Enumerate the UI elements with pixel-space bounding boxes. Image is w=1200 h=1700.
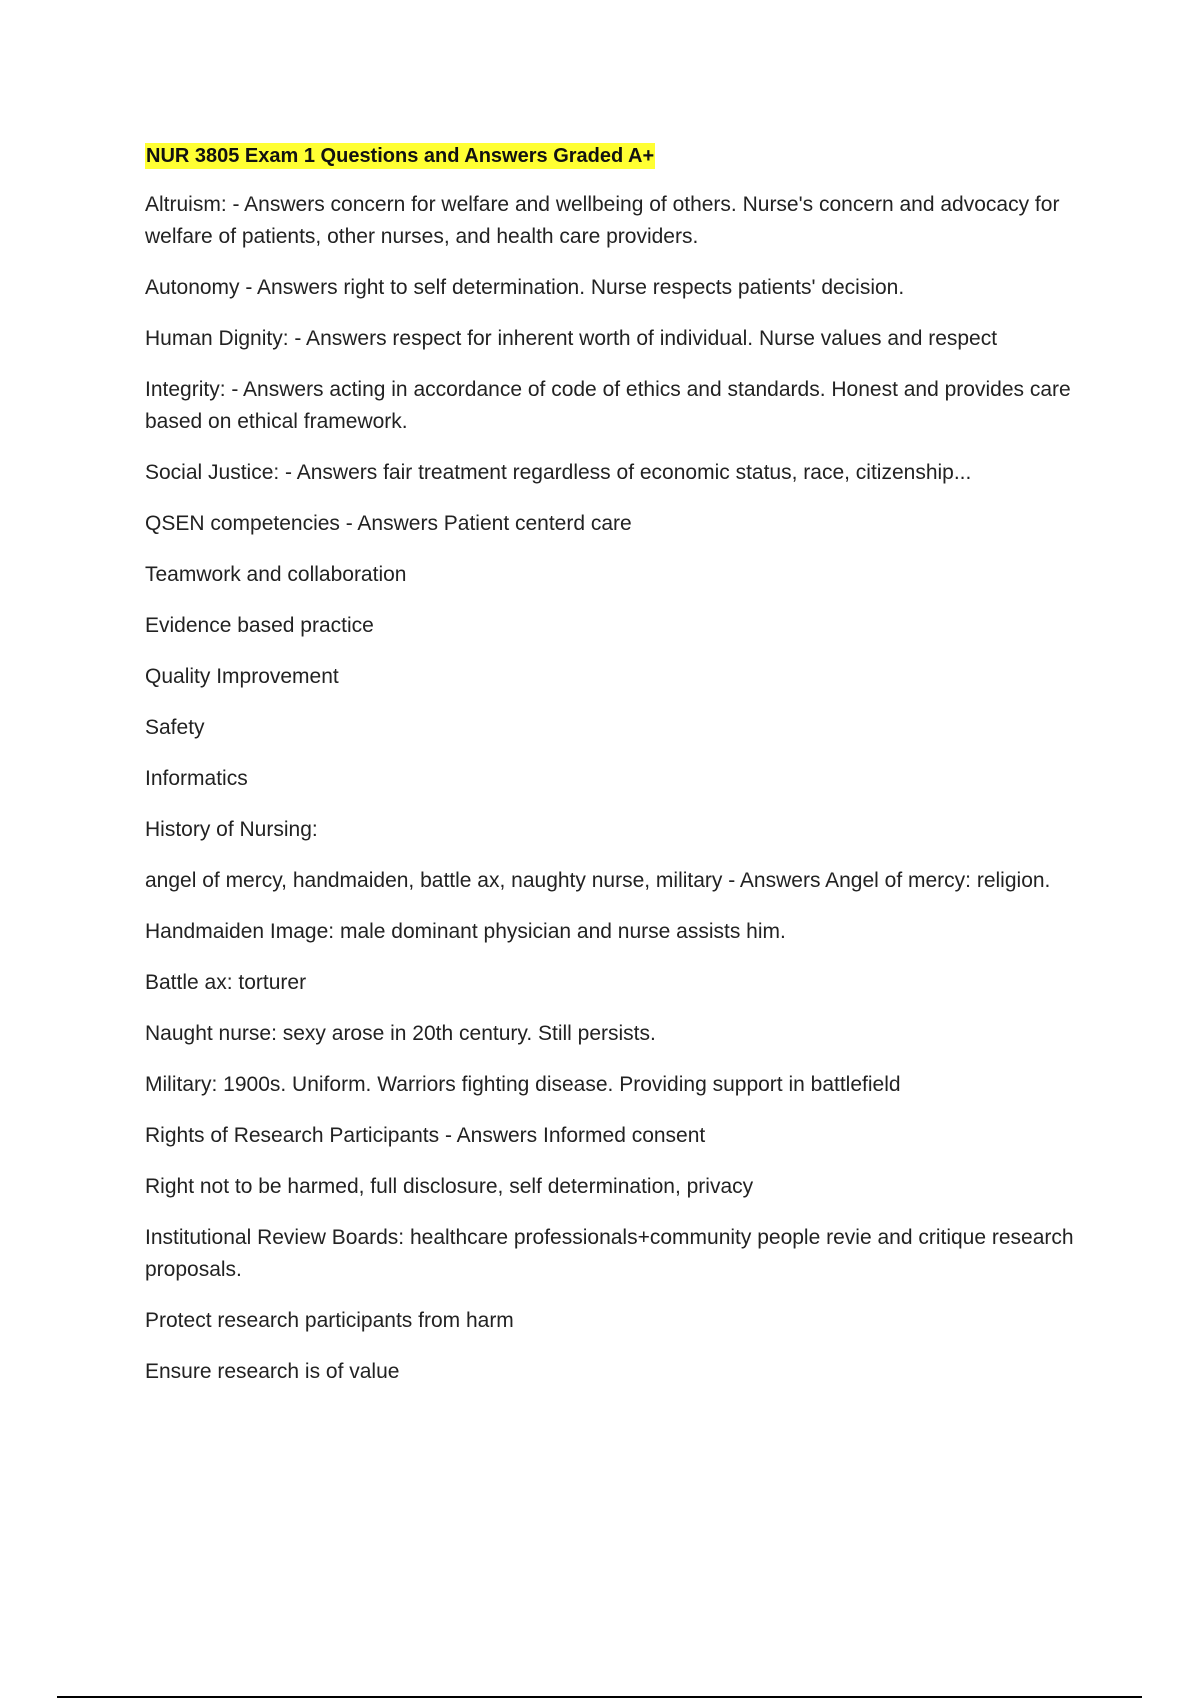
- paragraph-nurse-images: angel of mercy, handmaiden, battle ax, naughty nurse, military - Answers Angel of mercy: religion.: [145, 869, 1051, 892]
- paragraph-military: Military: 1900s. Uniform. Warriors fighting disease. Providing support in battlefield: [145, 1073, 901, 1096]
- paragraph-informatics: Informatics: [145, 767, 248, 790]
- page-bottom-rule: [57, 1696, 1142, 1698]
- paragraph-naughty-nurse: Naught nurse: sexy arose in 20th century. Still persists.: [145, 1022, 656, 1045]
- paragraph-human-dignity: Human Dignity: - Answers respect for inherent worth of individual. Nurse values and respect: [145, 327, 998, 350]
- paragraph-handmaiden: Handmaiden Image: male dominant physician and nurse assists him.: [145, 920, 786, 943]
- paragraph-evidence-based-practice: Evidence based practice: [145, 614, 374, 637]
- paragraph-battle-ax: Battle ax: torturer: [145, 971, 307, 994]
- paragraph-integrity: Integrity: - Answers acting in accordance of code of ethics and standards. Honest and provides care based on ethical framework.: [145, 378, 1071, 433]
- paragraph-history-of-nursing: History of Nursing:: [145, 818, 318, 841]
- paragraph-altruism: Altruism: - Answers concern for welfare and wellbeing of others. Nurse's concern and advocacy for welfare of patients, other nurses, and health care providers.: [145, 193, 1060, 248]
- paragraph-research-value: Ensure research is of value: [145, 1360, 400, 1383]
- paragraph-irb: Institutional Review Boards: healthcare professionals+community people revie and critique research proposals.: [145, 1226, 1074, 1281]
- paragraph-research-rights: Rights of Research Participants - Answers Informed consent: [145, 1124, 706, 1147]
- paragraph-quality-improvement: Quality Improvement: [145, 665, 339, 688]
- paragraph-social-justice: Social Justice: - Answers fair treatment regardless of economic status, race, citizenship...: [145, 461, 972, 484]
- paragraph-qsen-competencies: QSEN competencies - Answers Patient centerd care: [145, 512, 632, 535]
- paragraph-autonomy: Autonomy - Answers right to self determination. Nurse respects patients' decision.: [145, 276, 905, 299]
- document-title: NUR 3805 Exam 1 Questions and Answers Graded A+: [146, 145, 655, 167]
- document-body: [145, 143, 1085, 1407]
- paragraph-safety: Safety: [145, 716, 205, 739]
- paragraph-protect-participants: Protect research participants from harm: [145, 1309, 514, 1332]
- paragraph-teamwork: Teamwork and collaboration: [145, 563, 407, 586]
- paragraph-right-not-harmed: Right not to be harmed, full disclosure, self determination, privacy: [145, 1175, 754, 1198]
